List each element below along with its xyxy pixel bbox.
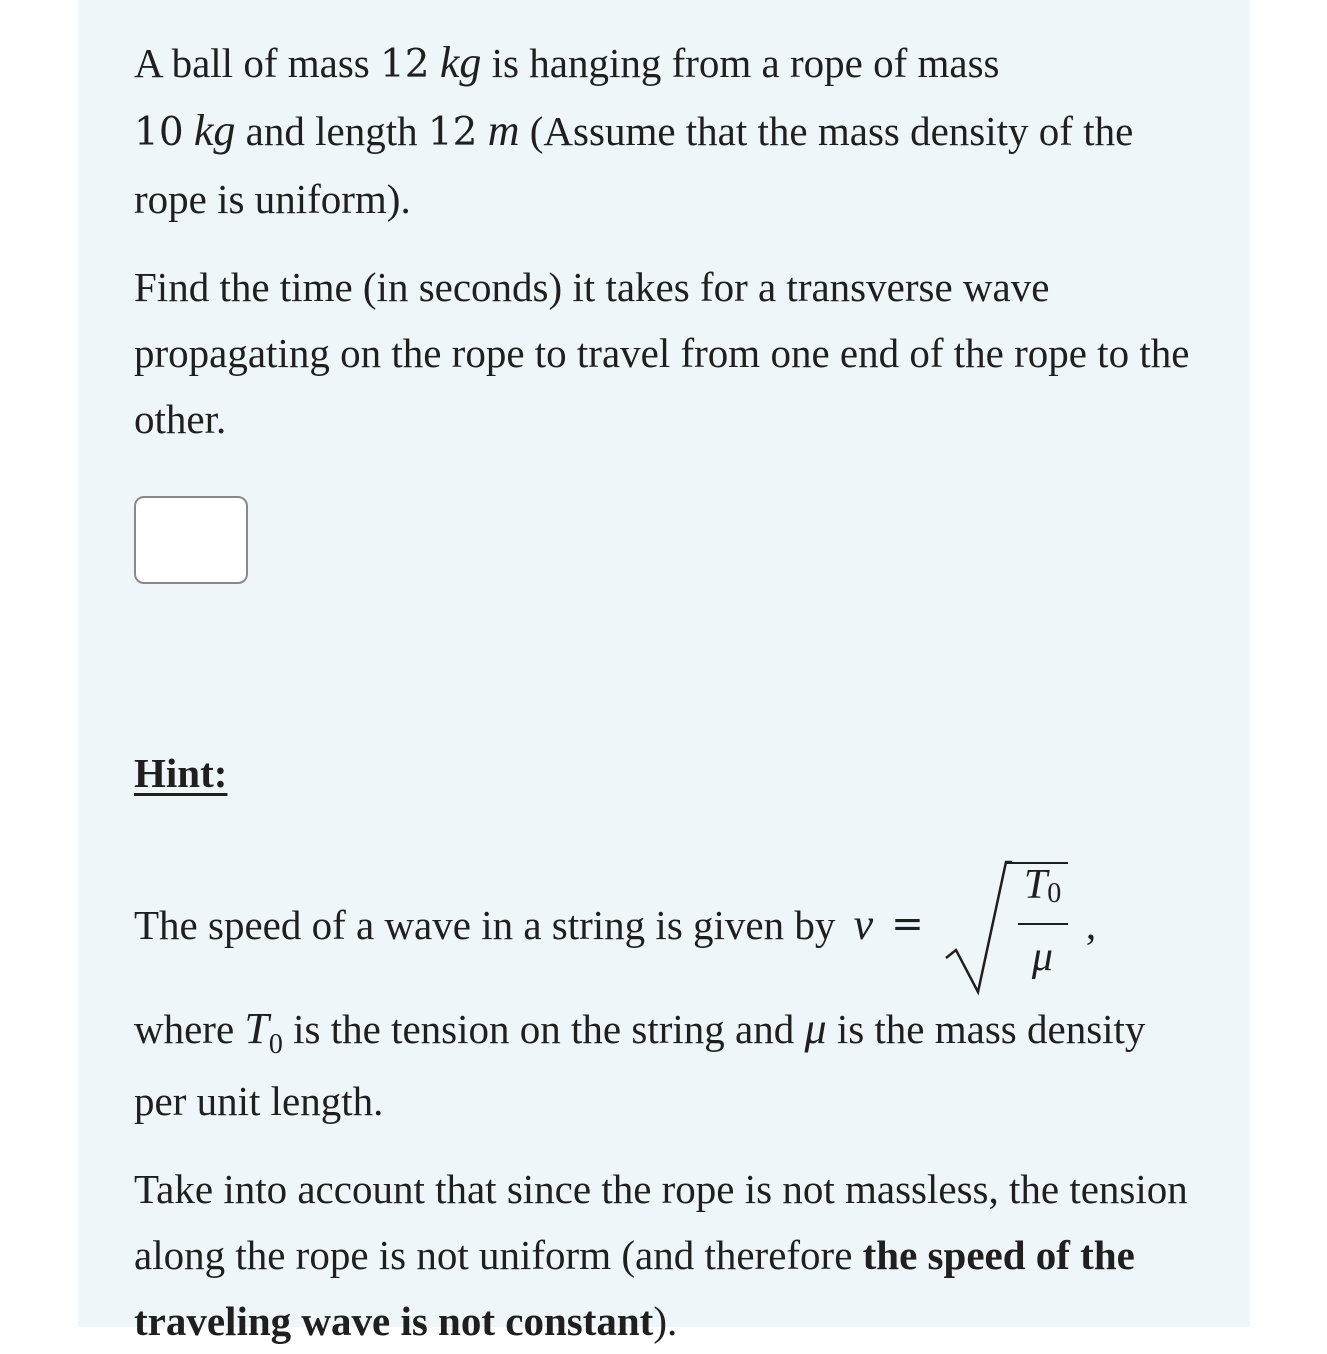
rope-mass-value: 10 (134, 110, 184, 155)
text-span: A ball of mass (134, 40, 380, 86)
text-span: is the tension on the string and (282, 1006, 805, 1052)
fraction-denominator: μ (1031, 934, 1053, 980)
ball-mass-value: 12 (379, 42, 430, 87)
formula-comma: , (1085, 902, 1097, 948)
question-content (134, 30, 1204, 1354)
velocity-symbol: v (853, 900, 874, 949)
text-span: (Assume that the mass density of the rope is uniform). (134, 108, 1134, 222)
hint-title: Hint: (134, 750, 228, 796)
fraction-numerator (1024, 864, 1061, 911)
tension-symbol-inline: T (244, 1004, 269, 1053)
text-span: and length (235, 108, 428, 154)
text-span: where (134, 1006, 245, 1052)
rope-mass-unit: kg (193, 106, 236, 155)
rope-length-unit: m (487, 106, 520, 155)
answer-input[interactable] (134, 496, 248, 584)
question-paragraph-2: Find the time (in seconds) it takes for a transverse wave propagating on the rope to travel from one end of the rope to the other. (134, 264, 1190, 442)
rope-length-value: 12 (427, 110, 478, 155)
ball-mass-unit: kg (439, 38, 482, 87)
mu-symbol-inline: μ (804, 1004, 827, 1053)
fraction (1012, 850, 1082, 1000)
text-span: Take into account that since the rope is not massless, the tension along the rope is not uniform (and therefore (134, 1166, 1188, 1278)
tension-symbol: T (1023, 862, 1048, 908)
fraction-bar (1018, 923, 1068, 925)
question-paragraph-1 (134, 30, 1204, 232)
hint-speed-formula-line (134, 850, 1204, 1000)
radical-sign (934, 850, 1012, 1000)
text-span: is hanging from a rope of mass (481, 40, 1000, 86)
tension-subscript: 0 (1047, 878, 1062, 909)
text-span: is the mass density per unit length. (134, 1006, 1146, 1124)
hint-take-into-account-paragraph (134, 1156, 1204, 1354)
text-span: The speed of a wave in a string is given by (134, 902, 846, 948)
sqrt-expression (934, 850, 1082, 1000)
text-span: ). (653, 1298, 678, 1344)
hint-where-paragraph (134, 996, 1204, 1134)
bold-emphasis: the speed of the traveling wave is not constant (134, 1232, 1135, 1344)
tension-subscript-inline: 0 (268, 1029, 283, 1060)
equals-sign: = (891, 902, 924, 947)
